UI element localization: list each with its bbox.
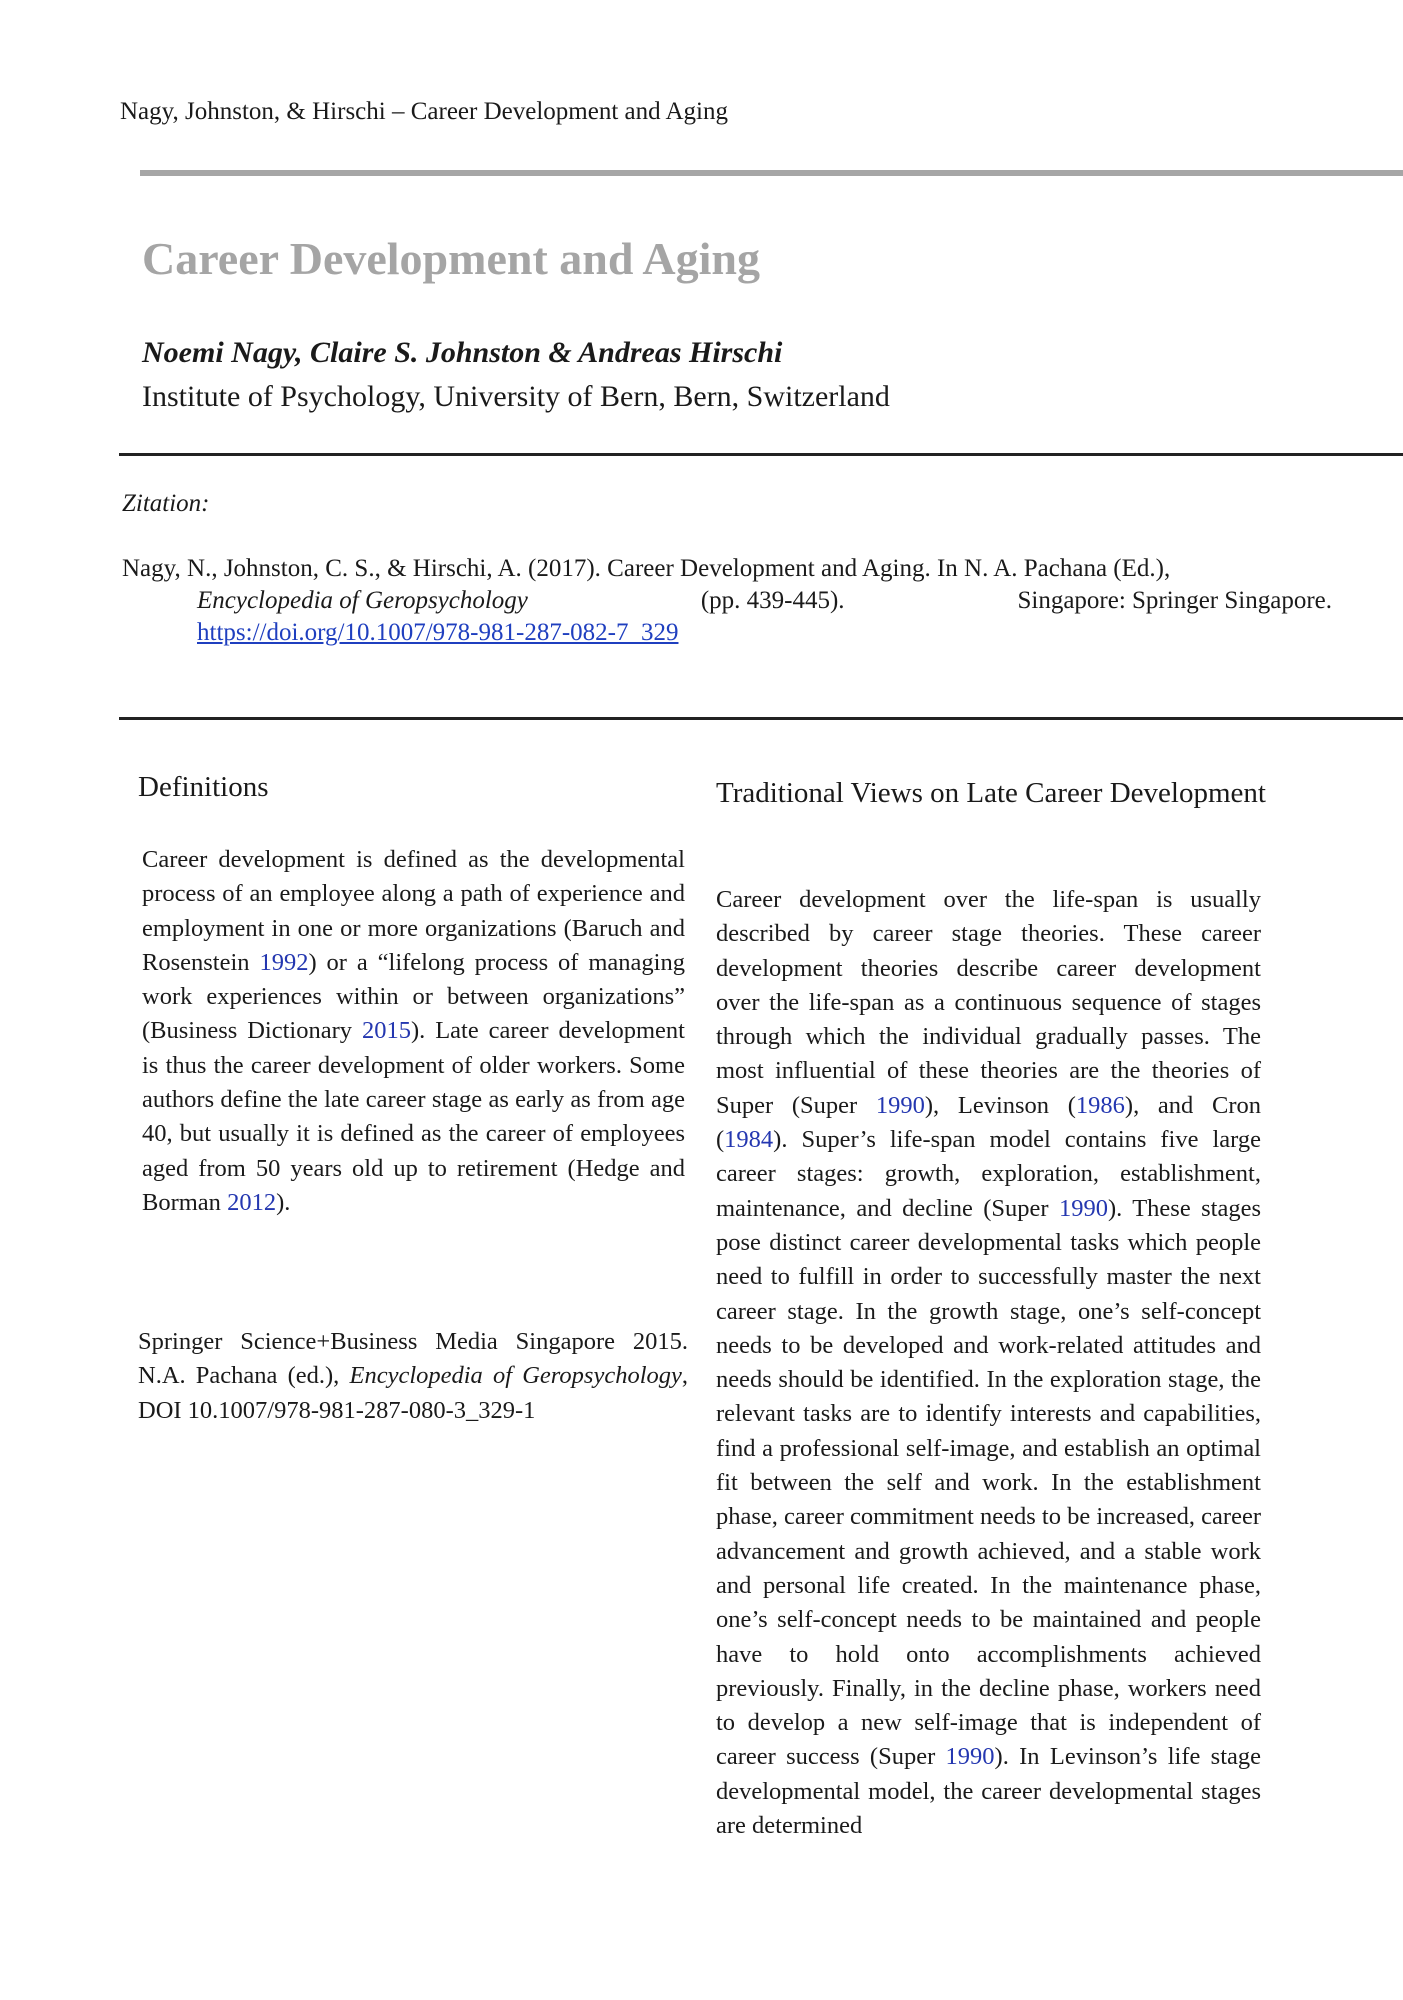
traditional-views-heading: Traditional Views on Late Career Development [716, 777, 1266, 809]
header-rule [140, 170, 1403, 176]
reference-link[interactable]: 1990 [875, 1091, 925, 1119]
reference-link[interactable]: 1984 [724, 1126, 774, 1154]
text-run: ), and Cron ( [716, 1091, 1261, 1154]
reference-link[interactable]: 2015 [361, 1017, 411, 1045]
reference-link[interactable]: 2012 [227, 1188, 277, 1216]
springer-note [138, 1325, 688, 1428]
traditional-views-paragraph [716, 883, 1261, 1843]
citation-line: Nagy, N., Johnston, C. S., & Hirschi, A. (2017). Career Development and Aging. In N. A. Pachana (Ed.), [122, 555, 1171, 582]
text-run: ). In Levinson’s life stage developmental model, the career developmental stages are determined [716, 1743, 1261, 1840]
running-header: Nagy, Johnston, & Hirschi – Career Development and Aging [120, 98, 728, 125]
reference-link[interactable]: 1990 [945, 1743, 995, 1771]
text-run: ). Super’s life-span model contains five large career stages: growth, exploration, establishment, maintenance, and decline (Super [716, 1126, 1261, 1222]
text-run: Springer Science+Business Media Singapore 2015. N.A. Pachana (ed.), [138, 1328, 688, 1390]
zitation-label: Zitation: [122, 490, 210, 517]
text-run: ) or a “lifelong process of managing work experiences within or between organizations” (Business Dictionary [142, 948, 685, 1045]
definitions-heading: Definitions [138, 771, 269, 803]
citation-pages: (pp. 439-445). [700, 587, 845, 614]
citation-publisher: Singapore: Springer Singapore. [1017, 587, 1332, 614]
citation-book-title: Encyclopedia of Geropsychology [197, 587, 528, 614]
book-title: Encyclopedia of Geropsychology [349, 1362, 682, 1390]
text-run: ). These stages pose distinct career developmental tasks which people need to fulfill in order to successfully master the next career stage. In the growth stage, one’s self-concept needs to be developed and work-related attitudes and needs should be identified. In the exploration stage, the relevant tasks are to identify interests and capabilities, find a professional self-image, and establish an optimal fit between the self and work. In the establishment phase, career commitment needs to be increased, career advancement and growth achieved, and a stable work and personal life created. In the maintenance phase, one’s self-concept needs to be maintained and people have to hold onto accomplishments achieved previously. Finally, in the decline phase, workers need to develop a new self-image that is independent of career success (Super [716, 1194, 1261, 1771]
authors: Noemi Nagy, Claire S. Johnston & Andreas Hirschi [142, 336, 783, 369]
text-run: Career development is defined as the developmental process of an employee along a path of experience and employment in one or more organizations (Baruch and Rosenstein [142, 846, 685, 976]
citation-source-line [122, 585, 1332, 617]
text-run: ). Late career development is thus the career development of older workers. Some authors define the late career stage as early as from age 40, but usually it is defined as the career of employees aged from 50 years old up to retirement (Hedge and Borman [142, 1017, 685, 1216]
text-run: ), Levinson ( [924, 1091, 1076, 1119]
divider-bottom [119, 717, 1403, 720]
definitions-paragraph [142, 843, 685, 1220]
text-run: Career development over the life-span is usually described by career stage theories. These career development theories describe career development over the life-span as a continuous sequence of stages through which the individual gradually passes. The most influential of these theories are the theories of Super (Super [716, 886, 1261, 1119]
page-title: Career Development and Aging [142, 233, 760, 284]
citation [122, 553, 1332, 649]
reference-link[interactable]: 1992 [259, 948, 309, 976]
text-run: ). [276, 1188, 291, 1216]
reference-link[interactable]: 1986 [1075, 1091, 1125, 1119]
reference-link[interactable]: 1990 [1058, 1194, 1108, 1222]
divider-top [119, 453, 1403, 456]
text-run: , DOI 10.1007/978-981-287-080-3_329-1 [138, 1362, 688, 1424]
doi-link[interactable]: https://doi.org/10.1007/978-981-287-082-7_329 [197, 619, 679, 646]
affiliation: Institute of Psychology, University of Bern, Bern, Switzerland [142, 380, 890, 413]
